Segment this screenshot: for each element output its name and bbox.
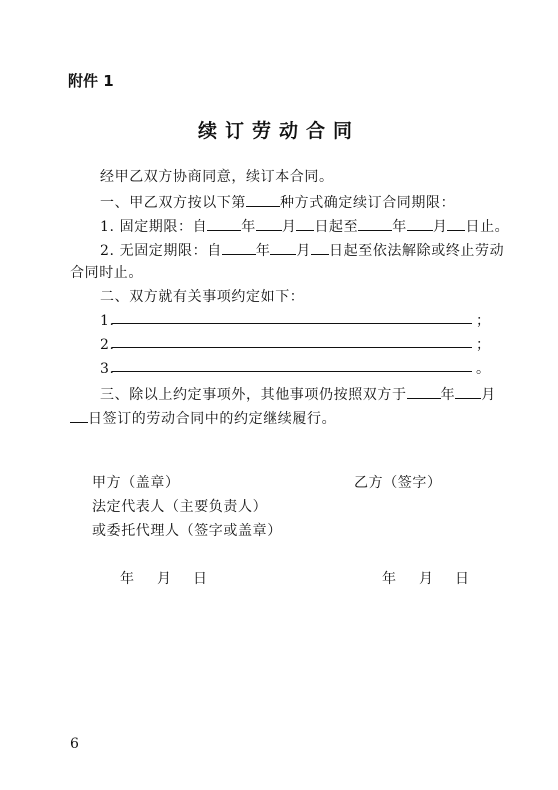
fixed-term-line [100, 216, 509, 236]
open-term-continuation: 合同时止。 [70, 265, 143, 281]
party-b-date-day: 日 [455, 571, 470, 587]
item-2-number: 2. [100, 337, 115, 353]
open-term-label: 2. 无固定期限：自 [100, 243, 222, 259]
sign-year-blank[interactable] [407, 384, 441, 399]
open-start-month-blank[interactable] [270, 240, 296, 255]
sign-month-blank[interactable] [455, 384, 481, 399]
fixed-end-day-blank[interactable] [447, 216, 465, 231]
item-3-number: 3. [100, 361, 115, 377]
party-a-date-month: 月 [157, 571, 172, 587]
fixed-month2-label: 月 [432, 219, 448, 235]
fixed-day-from-label: 日起至 [314, 219, 359, 235]
intro-text: 经甲乙双方协商同意，续订本合同。 [100, 169, 334, 185]
party-b-label: 乙方（签字） [354, 475, 442, 491]
item-1-blank[interactable] [112, 323, 472, 324]
open-start-day-blank[interactable] [311, 240, 329, 255]
clause-3-line-1 [100, 384, 496, 404]
open-year-label: 年 [255, 243, 271, 259]
open-start-year-blank[interactable] [222, 240, 256, 255]
item-1-end: ； [476, 313, 491, 329]
clause-1 [100, 192, 455, 212]
item-2-end: ； [476, 337, 491, 353]
fixed-start-day-blank[interactable] [296, 216, 314, 231]
sign-day-blank[interactable] [70, 408, 88, 423]
clause-2: 二、双方就有关事项约定如下： [100, 289, 305, 305]
party-a-date-year: 年 [120, 571, 135, 587]
fixed-year2-label: 年 [392, 219, 407, 235]
open-month-label: 月 [296, 243, 312, 259]
item-1-number: 1. [100, 313, 115, 329]
party-a-agent: 或委托代理人（签字或盖章） [92, 523, 282, 539]
party-a-date-day: 日 [193, 571, 208, 587]
party-b-date-month: 月 [419, 571, 434, 587]
page-number: 6 [70, 736, 79, 752]
clause-1-pre: 一、甲乙双方按以下第 [100, 195, 246, 211]
document-title: 续订劳动合同 [197, 120, 360, 142]
option-number-blank[interactable] [246, 192, 280, 207]
item-2-blank[interactable] [112, 347, 472, 348]
fixed-end-year-blank[interactable] [358, 216, 392, 231]
clause-1-post: 种方式确定续订合同期限： [280, 195, 456, 211]
fixed-term-label: 1. 固定期限：自 [100, 219, 208, 235]
clause-3-month-label: 月 [481, 387, 496, 403]
item-3-blank[interactable] [112, 371, 472, 372]
attachment-label: 附件 1 [68, 72, 114, 90]
fixed-day-end-label: 日止。 [465, 219, 510, 235]
fixed-start-year-blank[interactable] [207, 216, 241, 231]
party-a-label: 甲方（盖章） [92, 475, 180, 491]
party-a-representative: 法定代表人（主要负责人） [92, 499, 268, 515]
clause-3-year-label: 年 [440, 387, 456, 403]
open-day-from-label: 日起至依法解除或终止劳动 [329, 243, 505, 259]
clause-3-pre: 三、除以上约定事项外，其他事项仍按照双方于 [100, 387, 407, 403]
open-term-line [100, 240, 504, 260]
item-3-end: 。 [476, 361, 491, 377]
fixed-start-month-blank[interactable] [256, 216, 282, 231]
fixed-year-label: 年 [241, 219, 256, 235]
clause-3-line-2 [70, 408, 336, 428]
party-b-date-year: 年 [382, 571, 397, 587]
clause-3-post: 日签订的劳动合同中的约定继续履行。 [88, 411, 337, 427]
fixed-month-label: 月 [281, 219, 297, 235]
fixed-end-month-blank[interactable] [407, 216, 433, 231]
